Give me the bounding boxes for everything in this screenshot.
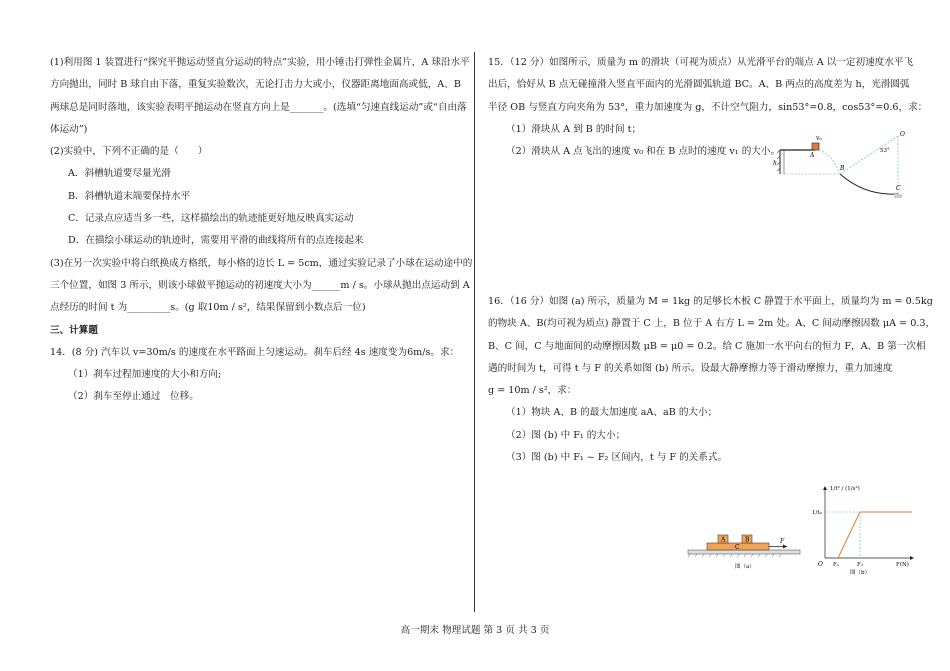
- block-b-label: B: [745, 536, 750, 544]
- q15-line1: 15．（12 分）如图所示，质量为 m 的滑块（可视为质点）从光滑平台的端点 A 以一定初速度水平飞: [488, 57, 914, 68]
- slider-block: [812, 143, 819, 150]
- q16-line4: 遇的时间为 t，可得 t 与 F 的关系如图 (b) 所示。设最大静摩擦力等于滑动摩擦力，重力加速度: [488, 362, 893, 374]
- point-b-label: B: [840, 165, 845, 172]
- q16-sub2: （2）图 (b) 中 F₁ 的大小；: [506, 429, 626, 441]
- q1-part1-line3: 两球总是同时落地，该实验表明平抛运动在竖直方向上是_______。(选填“匀速直线运动”或“自由落: [50, 101, 467, 113]
- column-divider: [474, 52, 475, 612]
- q14-stem: 14．(8 分) 汽车以 v=30m/s 的速度在水平路面上匀速运动。刹车后经 4s 速度变为6m/s。求：: [50, 346, 460, 358]
- ground-c: [894, 194, 902, 198]
- y-tick-label: 1/t₀: [812, 510, 822, 516]
- q16-sub3: （3）图 (b) 中 F₁ ~ F₂ 区间内，t 与 F 的关系式。: [506, 452, 728, 464]
- option-b: B．斜槽轨道末端要保持水平: [68, 190, 191, 202]
- figure-b-caption: 图（b）: [850, 570, 871, 576]
- option-a: A．斜槽轨道要尽量光滑: [68, 168, 171, 180]
- section-title: 三、计算题: [50, 324, 98, 336]
- radius-ob: [840, 136, 898, 174]
- figure-a-caption: 图（a）: [735, 564, 755, 570]
- q1-part2-stem: (2)实验中，下列不正确的是（ ）: [50, 146, 208, 158]
- q16-sub1: （1）物块 A、B 的最大加速度 aA、aB 的大小；: [506, 407, 718, 419]
- q15-line2: 出后，恰好从 B 点无碰撞滑入竖直平面内的光滑圆弧轨道 BC。A、B 两点的高度差为 h，光滑圆弧: [488, 79, 910, 91]
- v0-label: v₀: [816, 135, 822, 142]
- force-label: F: [780, 538, 785, 545]
- y-axis-label: 1/t² / (1/s²): [830, 486, 860, 492]
- q14-sub1: （1）刹车过程加速度的大小和方向;: [68, 369, 222, 381]
- q16-line2: 的物块 A、B(均可视为质点) 静置于 C 上，B 位于 A 右方 L = 2m 处。A、C 间动摩擦因数 μA = 0.3，: [488, 318, 936, 330]
- q15-sub2: （2）滑块从 A 点飞出的速度 v₀ 和在 B 点时的速度 v₁ 的大小。: [506, 146, 781, 158]
- origin-label: O: [818, 561, 823, 568]
- x-axis-label: F(N): [896, 562, 909, 568]
- block-a-label: A: [721, 536, 726, 544]
- point-o-label: O: [900, 131, 905, 138]
- point-c-label: C: [896, 185, 901, 192]
- y-axis-arrowhead: [823, 486, 827, 490]
- q16-line3: B、C 间，C 与地面间的动摩擦因数 μB = μ0 = 0.2。给 C 施加一水平向右的恒力 F，A、B 第一次相: [488, 340, 926, 352]
- force-arrowhead: [783, 545, 787, 549]
- rising-segment: [838, 512, 860, 558]
- option-c: C．记录点应适当多一些，这样描绘出的轨迹能更好地反映真实运动: [68, 213, 354, 225]
- x-tick-f1: F₁: [833, 562, 840, 568]
- q14-sub2: （2）刹车至停止通过 位移。: [68, 391, 199, 403]
- q15-line3: 半径 OB 与竖直方向夹角为 53°，重力加速度为 g，不计空气阻力，sin53°=0.8，cos53°=0.6，求：: [488, 101, 928, 113]
- q1-part3-line1: (3)在另一次实验中将白纸换成方格纸，每小格的边长 L = 5cm，通过实验记录了小球在运动途中的: [50, 257, 473, 269]
- arc-track: [840, 174, 898, 194]
- q1-part3-line2: 三个位置，如图 3 所示，则该小球做平抛运动的初速度大小为______m / s。小球从抛出点运动到 A: [50, 279, 470, 291]
- left-column: [50, 52, 473, 409]
- trajectory: [819, 150, 840, 174]
- q15-sub1: （1）滑块从 A 到 B 的时间 t；: [506, 123, 642, 135]
- q16-line1: 16．（16 分）如图 (a) 所示，质量为 M = 1kg 的足够长木板 C 静置于水平面上，质量均为 m = 0.5kg: [488, 296, 933, 307]
- q1-part1-line1: (1)利用图 1 装置进行“探究平抛运动竖直分运动的特点”实验，用小锤击打弹性金属片，A 球沿水平: [50, 57, 470, 68]
- figure-a: [685, 528, 805, 572]
- q15-figure: [770, 128, 910, 200]
- h-label: h: [773, 160, 777, 167]
- board-c-label: C: [735, 544, 740, 551]
- x-axis-arrowhead: [910, 556, 914, 560]
- option-d: D．在描绘小球运动的轨迹时，需要用平滑的曲线将所有的点连接起来: [68, 235, 364, 247]
- ground: [688, 550, 800, 554]
- point-a-label: A: [810, 152, 815, 159]
- page-footer: 高一期末 物理试题 第 3 页 共 3 页: [400, 625, 550, 636]
- ground-hatch: [688, 554, 781, 557]
- q16-line5: g = 10m / s²，求：: [488, 385, 577, 397]
- angle-label: 53°: [880, 148, 890, 154]
- q1-part1-line4: 体运动”): [50, 123, 88, 135]
- figure-b: [800, 480, 920, 576]
- q16-block: [488, 291, 936, 469]
- q1-part3-line3: 点经历的时间 t 为_________s。(g 取10m / s²，结果保留到小数点后一位): [50, 302, 366, 314]
- x-tick-f2: F₂: [857, 562, 864, 568]
- q1-part1-line2: 方向抛出，同时 B 球自由下落，重复实验数次，无论打击力大或小，仪器距离地面高或低，A、B: [50, 79, 461, 91]
